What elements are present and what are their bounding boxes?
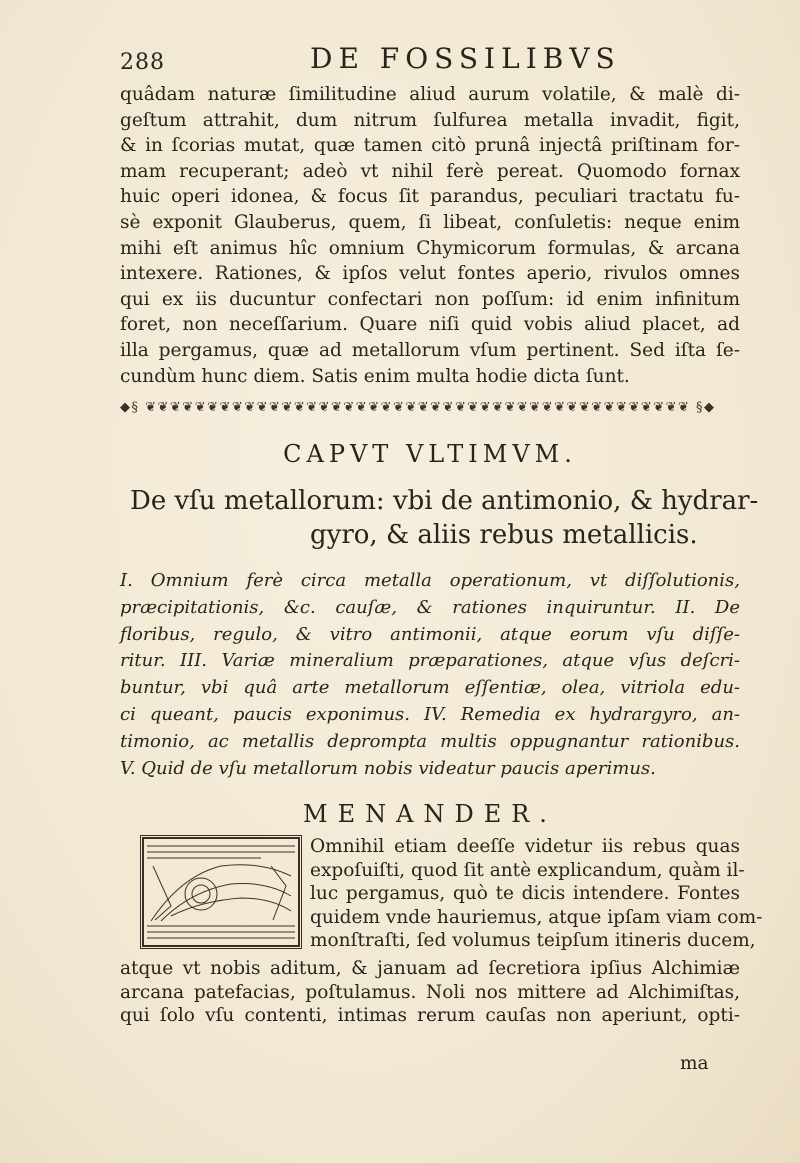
chapter-title: CAPVT VLTIMVM.: [283, 440, 577, 468]
text-line: huic operi idonea, & focus ſit parandus, peculiari tractatu fu-: [120, 186, 740, 208]
text-line: mam recuperant; adeò vt nihil ferè pereat. Quomodo fornax: [120, 160, 740, 182]
text-line: luc pergamus, quò te dicis intendere. Fontes: [310, 883, 740, 904]
chapter-summary: [120, 568, 740, 782]
summary-line: V. Quid de vſu metallorum nobis videatur paucis aperimus.: [120, 757, 656, 779]
summary-line: buntur, vbi quâ arte metallorum eſſentiæ, olea, vitriola edu-: [120, 677, 740, 699]
decorated-initial-o-icon: [140, 835, 302, 949]
summary-line: ritur. III. Variæ mineralium præparationes, atque vſus deſcri-: [120, 650, 740, 672]
ornament-divider: ◆§ ❦❦❦❦❦❦❦❦❦❦❦❦❦❦❦❦❦❦❦❦❦❦❦❦❦❦❦❦❦❦❦❦❦❦❦❦❦❦❦❦❦❦❦❦ §◆: [120, 400, 716, 415]
summary-line: præcipitationis, &c. cauſæ, & rationes inquiruntur. II. De: [120, 596, 740, 618]
text-line: mihi eſt animus hîc omnium Chymicorum formulas, & arcana: [120, 237, 740, 259]
body-paragraph: [120, 82, 740, 389]
text-line: qui ſolo vſu contenti, intimas rerum cauſas non aperiunt, opti-: [120, 1005, 740, 1026]
chapter-subtitle: [130, 484, 759, 552]
text-line: foret, non neceſſarium. Quare niſi quid vobis aliud placet, ad: [120, 314, 740, 336]
text-line: cundùm hunc diem. Satis enim multa hodie dicta ſunt.: [120, 365, 630, 387]
subtitle-line: gyro, & aliis rebus metallicis.: [310, 520, 698, 550]
text-line: Omnihil etiam deeſſe videtur iis rebus quas: [310, 836, 740, 857]
text-line: illa pergamus, quæ ad metallorum vſum pertinent. Sed iſta ſe-: [120, 339, 740, 361]
woodcut-ornament-icon: [141, 836, 301, 948]
text-line: monſtraſti, ſed volumus teipſum itineris ducem,: [310, 930, 756, 951]
page-header: [120, 42, 740, 82]
speaker-name: MENANDER.: [303, 800, 557, 828]
text-line: qui ex iis ducuntur confectari non poſſum: id enim infinitum: [120, 288, 740, 310]
text-line: expoſuiſti, quod ſit antè explicandum, quàm il-: [310, 859, 745, 881]
text-line: quidem vnde hauriemus, atque ipſam viam com-: [310, 906, 763, 928]
text-line: atque vt nobis aditum, & januam ad ſecretiora ipſius Alchimiæ: [120, 958, 740, 979]
speaker-paragraph-rest: [120, 957, 740, 1028]
summary-line: I. Omnium ferè circa metalla operationum, vt diſſolutionis,: [120, 570, 740, 591]
text-line: sè exponit Glauberus, quem, ſi libeat, conſuletis: neque enim: [120, 211, 740, 233]
text-line: intexere. Rationes, & ipſos velut fontes aperio, rivulos omnes: [120, 263, 740, 285]
summary-line: floribus, regulo, & vitro antimonii, atque eorum vſu diſſe-: [120, 623, 740, 645]
speaker-paragraph-intro: [310, 835, 763, 953]
page-number: 288: [120, 50, 165, 75]
text-line: & in ſcorias mutat, quæ tamen citò prunâ injectâ priſtinam for-: [120, 135, 740, 157]
catchword: ma: [680, 1053, 709, 1074]
summary-line: ci queant, paucis exponimus. IV. Remedia ex hydrargyro, an-: [120, 703, 740, 725]
text-line: geſtum attrahit, dum nitrum ſulfurea metalla invadit, figit,: [120, 109, 740, 131]
text-line: arcana patefacias, poſtulamus. Noli nos mittere ad Alchimiſtas,: [120, 981, 740, 1003]
summary-line: timonio, ac metallis deprompta multis oppugnantur rationibus.: [120, 730, 740, 752]
text-line: quâdam naturæ ſimilitudine aliud aurum volatile, & malè di-: [120, 84, 740, 105]
running-head: DE FOSSILIBVS: [310, 42, 621, 75]
subtitle-line: De vſu metallorum: vbi de antimonio, & hydrar-: [130, 486, 759, 516]
